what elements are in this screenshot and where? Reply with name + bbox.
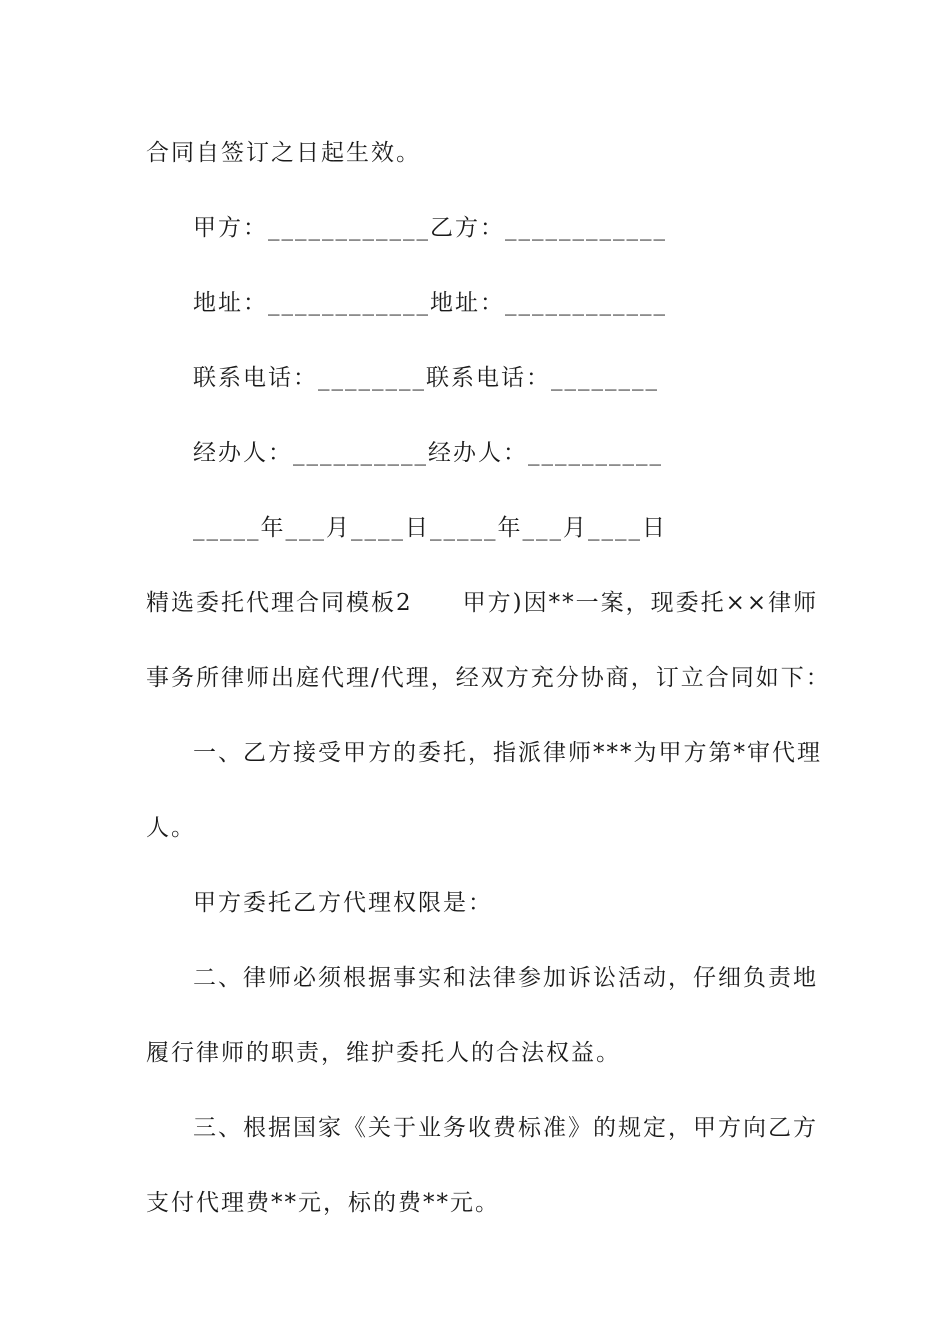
authority-scope-line: 甲方委托乙方代理权限是： xyxy=(193,890,493,916)
paragraph-template-intro: 精选委托代理合同模板2 甲方)因**一案，现委托××律师 xyxy=(146,590,819,616)
signature-date-line: _____年___月____日_____年___月____日 xyxy=(193,515,667,541)
signature-agent-line: 经办人：__________经办人：__________ xyxy=(193,440,663,466)
clause-one-cont: 人。 xyxy=(146,815,196,841)
paragraph-effective-clause: 合同自签订之日起生效。 xyxy=(146,140,421,166)
signature-address-line: 地址：____________地址：____________ xyxy=(193,290,667,316)
clause-one: 一、乙方接受甲方的委托，指派律师***为甲方第*审代理 xyxy=(193,740,822,766)
signature-phone-line: 联系电话：________联系电话：________ xyxy=(193,365,659,391)
signature-party-line: 甲方：____________乙方：____________ xyxy=(193,215,667,241)
clause-three: 三、根据国家《关于业务收费标准》的规定，甲方向乙方 xyxy=(193,1115,818,1141)
clause-two: 二、律师必须根据事实和法律参加诉讼活动，仔细负责地 xyxy=(193,965,818,991)
paragraph-template-intro-cont: 事务所律师出庭代理/代理，经双方充分协商，订立合同如下： xyxy=(146,665,831,691)
clause-two-cont: 履行律师的职责，维护委托人的合法权益。 xyxy=(146,1040,621,1066)
clause-three-cont: 支付代理费**元，标的费**元。 xyxy=(146,1190,500,1216)
